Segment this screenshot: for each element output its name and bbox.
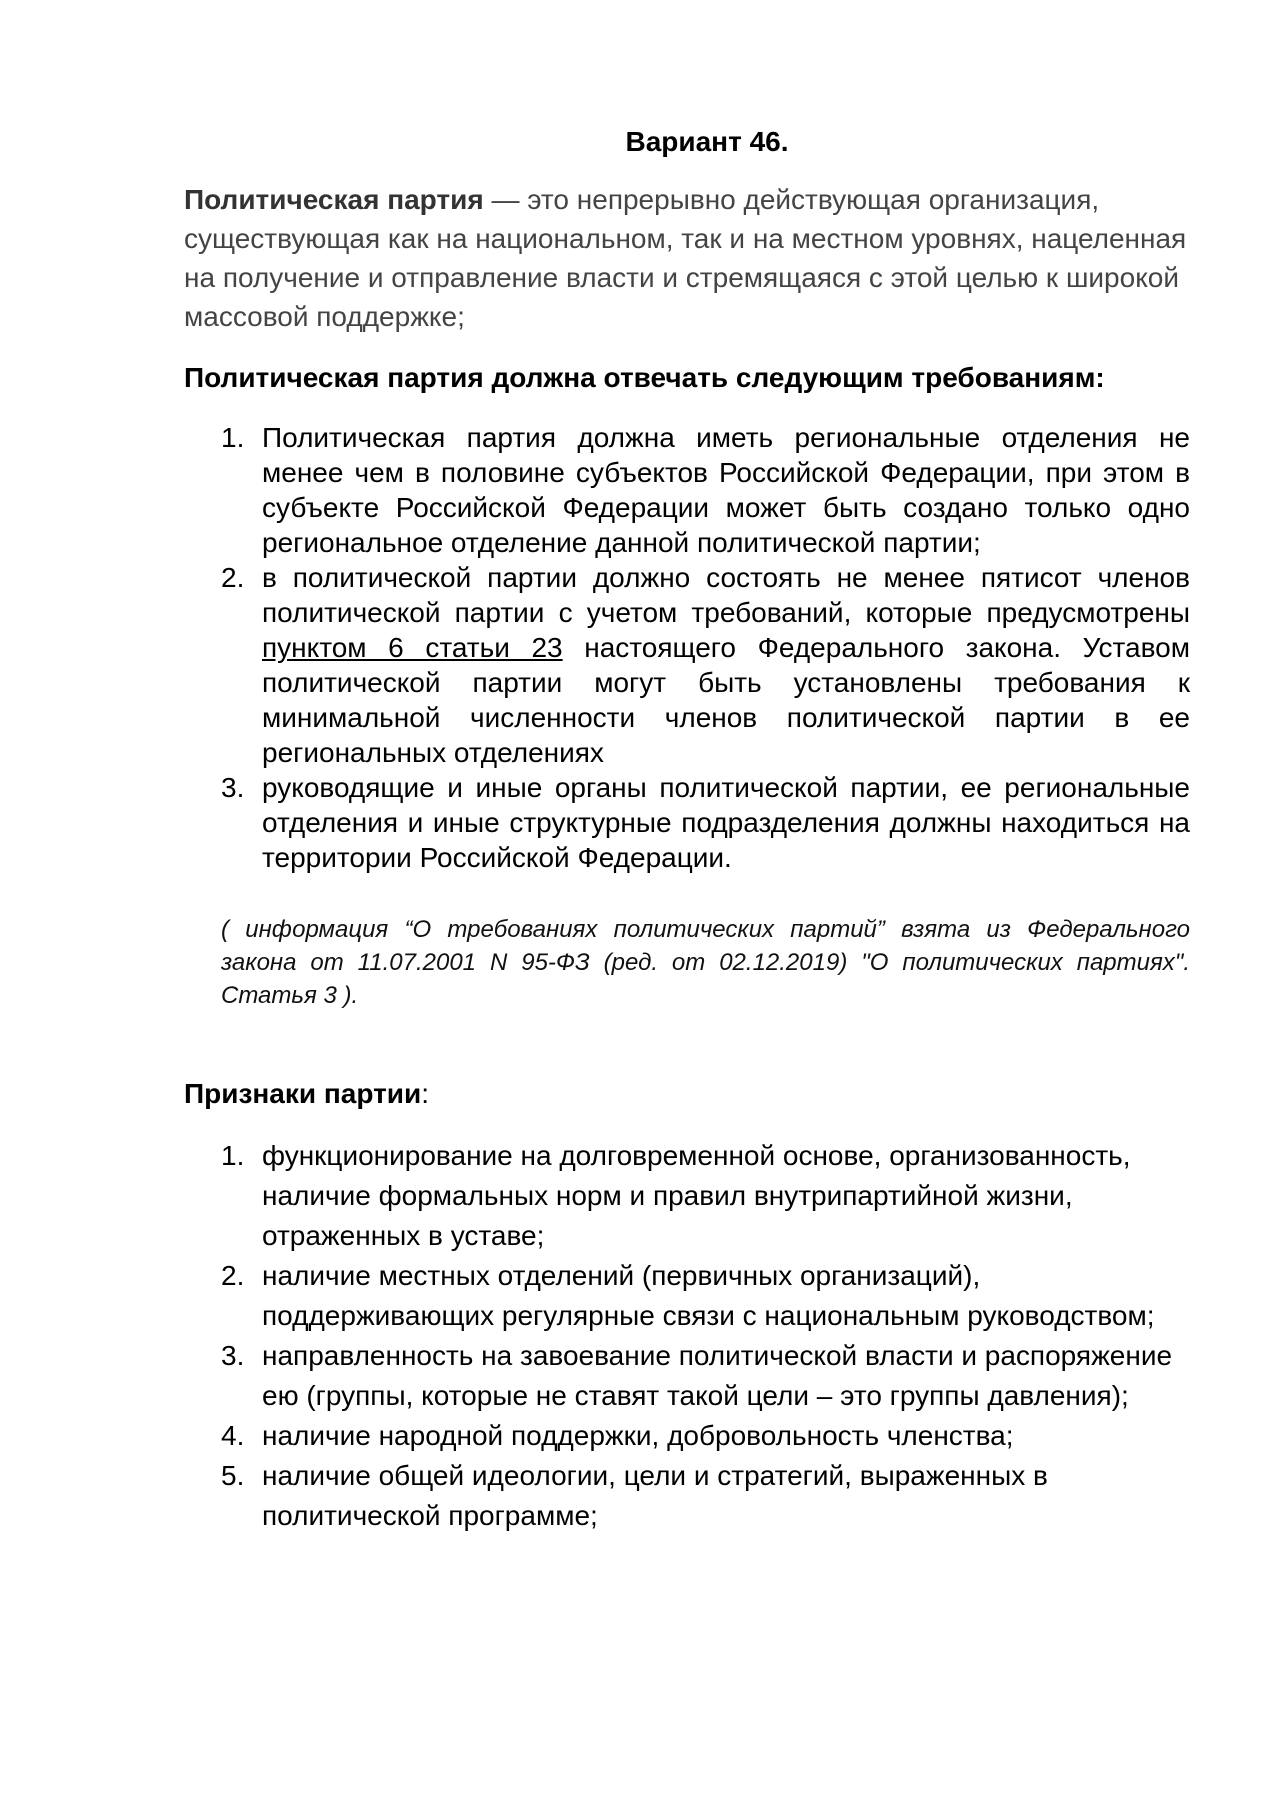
document-page xyxy=(184,122,1190,1536)
definition-paragraph xyxy=(184,180,1190,336)
definition-term: Политическая партия xyxy=(184,184,484,215)
list-item xyxy=(184,1336,1190,1416)
list-item-text: Политическая партия должна иметь региональные отделения не менее чем в половине субъектов Российской Федерации, при этом в субъекте Российской Федерации может быть создано только одно региональное отделение данной политической партии; xyxy=(262,422,1190,558)
signs-heading-colon: : xyxy=(421,1078,429,1109)
list-item xyxy=(184,1256,1190,1336)
list-item-text: направленность на завоевание политической власти и распоряжение ею (группы, которые не ставят такой цели – это группы давления); xyxy=(262,1340,1173,1411)
list-item-text: функционирование на долговременной основе, организованность, наличие формальных норм и правил внутрипартийной жизни, отраженных в уставе; xyxy=(262,1140,1131,1251)
definition-text: — это непрерывно действующая организация, существующая как на национальном, так и на местном уровнях, нацеленная на получение и отправление власти и стремящаяся с этой целью к широкой массовой поддержке; xyxy=(184,184,1187,332)
list-item-number: 1. xyxy=(221,1140,245,1171)
signs-heading-label: Признаки партии xyxy=(184,1078,422,1109)
list-item-number: 1. xyxy=(221,422,245,453)
list-item xyxy=(184,1136,1190,1256)
list-item-text-continued: настоящего Федерального закона. Уставом политической партии могут быть установлены требования к минимальной численности членов политической партии в ее региональных отделениях xyxy=(262,632,1190,768)
list-item-text: в политической партии должно состоять не менее пятисот членов политической партии с учетом требований, которые предусмотрены xyxy=(262,562,1190,628)
list-item-number: 2. xyxy=(221,562,245,593)
list-item xyxy=(184,420,1190,560)
list-item-text: руководящие и иные органы политической партии, ее региональные отделения и иные структурные подразделения должны находиться на территории Российской Федерации. xyxy=(262,772,1190,873)
signs-list xyxy=(184,1136,1190,1536)
list-item xyxy=(184,560,1190,770)
list-item-number: 2. xyxy=(221,1260,245,1291)
list-item xyxy=(184,1416,1190,1456)
list-item-number: 5. xyxy=(221,1460,245,1491)
law-reference-link[interactable]: пунктом 6 статьи 23 xyxy=(262,632,563,663)
list-item xyxy=(184,1456,1190,1536)
list-item-text: наличие народной поддержки, добровольность членства; xyxy=(262,1420,1014,1451)
requirements-list xyxy=(184,420,1190,875)
list-item-text: наличие местных отделений (первичных организаций), поддерживающих регулярные связи с национальным руководством; xyxy=(262,1260,1155,1331)
list-item-number: 4. xyxy=(221,1420,245,1451)
page-title: Вариант 46. xyxy=(625,126,789,157)
source-note: ( информация “О требованиях политических партий” взята из Федерального закона от 11.07.2001 N 95-ФЗ (ред. от 02.12.2019) "О политических партиях". Статья 3 ). xyxy=(221,916,1190,1009)
signs-heading xyxy=(184,1074,1190,1114)
requirements-heading: Политическая партия должна отвечать следующим требованиям: xyxy=(184,362,1105,393)
list-item-number: 3. xyxy=(221,1340,245,1371)
list-item-text: наличие общей идеологии, цели и стратегий, выраженных в политической программе; xyxy=(262,1460,1048,1531)
list-item-number: 3. xyxy=(221,772,245,803)
list-item xyxy=(184,770,1190,875)
